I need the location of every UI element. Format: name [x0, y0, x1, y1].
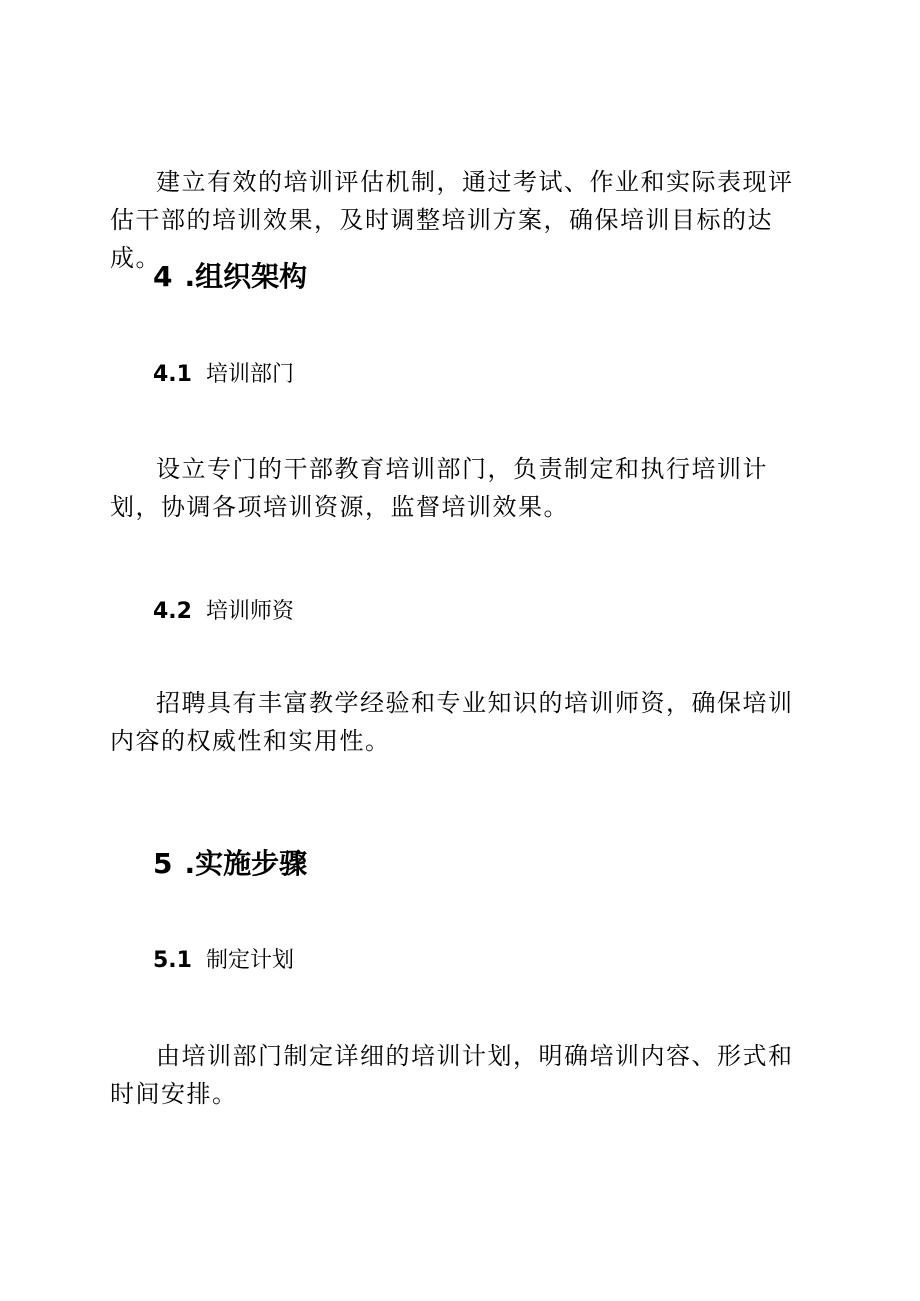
paragraph-training-faculty: 招聘具有丰富教学经验和专业知识的培训师资，确保培训内容的权威性和实用性。	[110, 689, 794, 755]
paragraph-training-department: 设立专门的干部教育培训部门，负责制定和执行培训计划，协调各项培训资源，监督培训效果。	[110, 455, 768, 521]
subsection-heading-4-2	[153, 597, 294, 627]
section-title: .组织架构	[184, 260, 308, 293]
subsection-number: 5.1	[153, 948, 192, 973]
subsection-heading-5-1	[153, 946, 294, 976]
section-heading-5	[153, 846, 307, 882]
paragraph-make-plan: 由培训部门制定详细的培训计划，明确培训内容、形式和时间安排。	[110, 1042, 794, 1108]
section-heading-4	[153, 259, 307, 295]
section-number: 5	[153, 847, 173, 880]
subsection-heading-4-1	[153, 360, 294, 390]
section-title: .实施步骤	[184, 847, 308, 880]
subsection-title: 制定计划	[205, 948, 294, 973]
subsection-title: 培训部门	[205, 362, 294, 387]
paragraph-evaluation-mechanism: 建立有效的培训评估机制，通过考试、作业和实际表现评估干部的培训效果，及时调整培训方案，确保培训目标的达成。	[110, 168, 794, 272]
subsection-number: 4.1	[153, 362, 192, 387]
subsection-number: 4.2	[153, 599, 192, 624]
subsection-title: 培训师资	[205, 599, 294, 624]
section-number: 4	[153, 260, 173, 293]
